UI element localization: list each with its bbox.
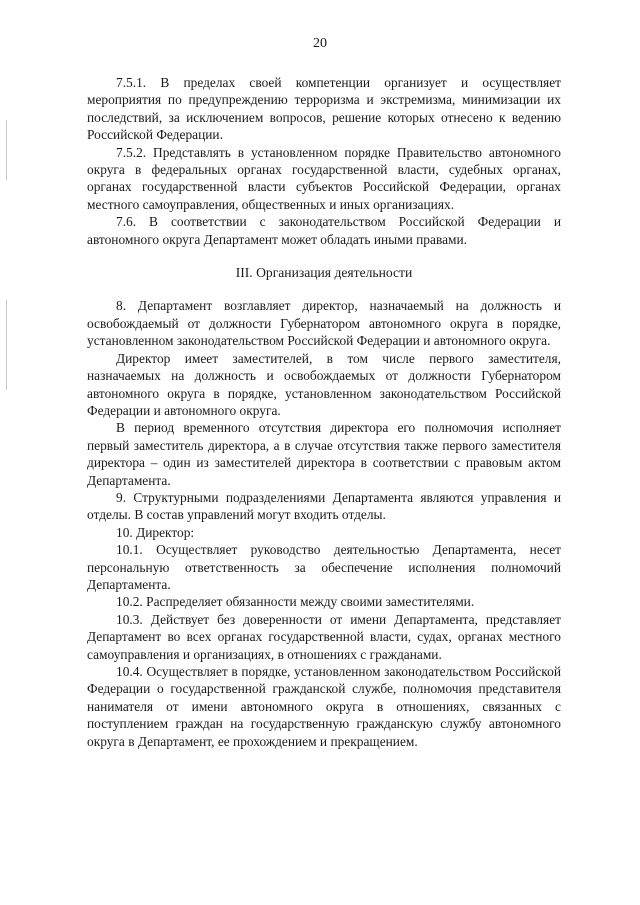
scan-edge-mark [6, 300, 7, 390]
paragraph-7-5-2: 7.5.2. Представлять в установленном порядке Правительство автономного округа в федеральных органах государственной власти, судебных органах, органах государственной власти субъектов Российской Федерации, органах местного самоуправления, общественных и иных организациях. [87, 144, 561, 212]
document-body [87, 74, 561, 750]
paragraph-7-5-1: 7.5.1. В пределах своей компетенции организует и осуществляет мероприятия по предупреждению терроризма и экстремизма, минимизации их последствий, за исключением вопросов, решение которых отнесено к ведению Российской Федерации. [87, 75, 561, 143]
paragraph-10-2: 10.2. Распределяет обязанности между своими заместителями. [116, 594, 475, 610]
paragraph-10-3: 10.3. Действует без доверенности от имени Департамента, представляет Департамент во всех органах государственной власти, судах, органах местного самоуправления и организациях, в отношениях с гражданами. [87, 611, 561, 662]
paragraph-10-1: 10.1. Осуществляет руководство деятельностью Департамента, несет персональную ответственность за обеспечение исполнения полномочий Департамента. [87, 542, 561, 592]
paragraph-deputies: Директор имеет заместителей, в том числе первого заместителя, назначаемых на должность и освобождаемых от должности Губернатором автономного округа в порядке, установленном законодательством Российской Федерации и автономного округа. [87, 350, 561, 418]
paragraph-absence: В период временного отсутствия директора его полномочия исполняет первый заместитель директора, а в случае отсутствия также первого заместителя директора – один из заместителей директора в соответствии с правовым актом Департамента. [87, 420, 561, 488]
paragraph-10: 10. Директор: [116, 524, 195, 540]
scan-edge-mark [6, 120, 7, 180]
paragraph-7-6: 7.6. В соответствии с законодательством Российской Федерации и автономного округа Департамент может обладать иными правами. [87, 214, 561, 247]
paragraph-10-4: 10.4. Осуществляет в порядке, установленном законодательством Российской Федерации о государственной гражданской службе, полномочия представителя нанимателя от имени автономного округа в отношениях, связанных с поступлением граждан на государственную гражданскую службу автономного округа в Департамент, ее прохождением и прекращением. [87, 664, 561, 749]
section-heading: III. Организация деятельности [235, 265, 413, 281]
paragraph-8: 8. Департамент возглавляет директор, назначаемый на должность и освобождаемый от должности Губернатором автономного округа в порядке, установленном законодательством Российской Федерации и автономного округа. [87, 298, 561, 349]
paragraph-9: 9. Структурными подразделениями Департамента являются управления и отделы. В состав управлений могут входить отделы. [87, 489, 561, 523]
page-number: 20 [313, 36, 327, 51]
